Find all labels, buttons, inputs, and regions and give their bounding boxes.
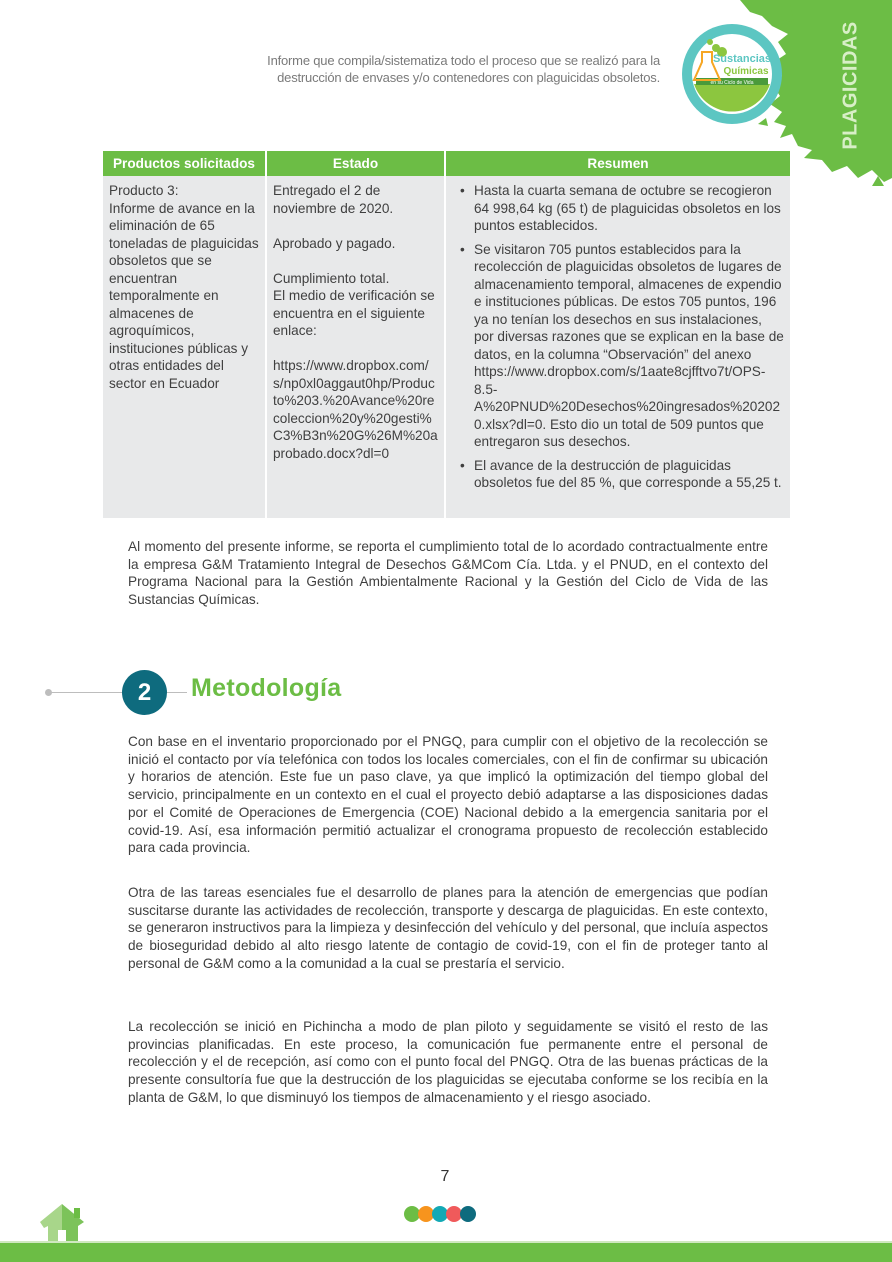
sustancias-quimicas-logo — [680, 22, 784, 126]
estado-aprobado: Aprobado y pagado. — [273, 235, 396, 251]
color-dots — [404, 1206, 474, 1222]
products-table — [103, 151, 790, 518]
heading-line-right — [167, 692, 187, 693]
methodology-paragraph-1: Con base en el inventario proporcionado por el PNGQ, para cumplir con el objetivo de la recolección se inició el contacto por vía telefónica con todos los locales comerciales, con el fin de confirmar su ubicación y horarios de atención. Este fue un paso clave, ya que implicó la optimización del tiempo global del servicio, principalmente en un contexto en el cual el proyecto debió adaptarse a las disposiciones dadas por el Comité de Operaciones de Emergencia (COE) Nacional debido a la emergencia sanitaria por el covid-19. Así, esa información permitió actualizar el cronograma propuesto de recolección establecido para cada provincia. — [128, 734, 768, 856]
document-header — [240, 52, 660, 86]
section-title: Metodología — [191, 674, 342, 702]
section-heading — [45, 668, 445, 718]
methodology-paragraph-3: La recolección se inició en Pichincha a modo de plan piloto y seguidamente se visitó el resto de las provincias planificadas. En este proceso, la comunicación fue permanente entre el personal de recolección y el de recepción, así como con el punto focal del PNGQ. Otra de las buenas prácticas de la presente consultoría fue que la destrucción de los plaguicidas se ejecutaba conforme se los recibía en la planta de G&M, lo que disminuyó los tiempos de almacenamiento y el riesgo asociado. — [128, 1019, 768, 1105]
logo-subtitle: Químicas — [723, 66, 769, 77]
cell-resumen — [445, 176, 790, 518]
methodology-paragraph-2: Otra de las tareas esenciales fue el desarrollo de planes para la atención de emergencias que podían suscitarse durante las actividades de recolección, transporte y descarga de plaguicidas. En este contexto, se generaron instructivos para la limpieza y desinfección del vehículo y del personal, que incluía aspectos de bioseguridad debido al alto riesgo latente de contagio de covid-19, con el fin de proteger tanto al personal de G&M como a la comunidad a la cual se prestaría el servicio. — [128, 885, 768, 971]
side-section-label — [836, 20, 866, 150]
cell-estado — [266, 176, 445, 518]
resumen-list — [452, 182, 784, 492]
resumen-item: • Hasta la cuarta semana de octubre se recogieron 64 998,64 kg (65 t) de plaguicidas obsoletos en los puntos establecidos. — [474, 182, 784, 235]
section-number-badge: 2 — [122, 670, 167, 715]
heading-line — [49, 692, 129, 693]
header-estado: Estado — [266, 151, 445, 176]
page-number: 7 — [440, 1168, 450, 1185]
estado-link[interactable]: https://www.dropbox.com/s/np0xl0aggaut0hp/Producto%203.%20Avance%20recoleccion%20y%20gesti%C3%B3n%20G%26M%20aprobado.docx?dl=0 — [273, 358, 438, 461]
estado-cumplimiento: Cumplimiento total. — [273, 270, 390, 286]
cell-producto: Producto 3: Informe de avance en la eliminación de 65 toneladas de plaguicidas obsoletos que se encuentran temporalmente en almacenes de agroquímicos, instituciones públicas y otras entidades del sector en Ecuador — [103, 176, 266, 518]
header-line-2: destrucción de envases y/o contenedores con plaguicidas obsoletos. — [277, 70, 660, 85]
resumen-item: • Se visitaron 705 puntos establecidos para la recolección de plaguicidas obsoletos de lugares de almacenamiento temporal, almacenes de expendio e instituciones públicas. De estos 705 puntos, 196 ya no tenían los desechos en sus instalaciones, por diversas razones que se explican en la base de datos, en la columna “Observación” del anexo https://www.dropbox.com/s/1aate8cjfftvo7t/OPS-8.5-A%20PNUD%20Desechos%20ingresados%202020.xlsx?dl=0. Esto dio un total de 509 puntos que entregaron sus desechos. — [474, 241, 784, 451]
side-label-text: PLAGICIDAS — [839, 20, 862, 150]
header-line-1: Informe que compila/sistematiza todo el proceso que se realizó para la — [267, 53, 660, 68]
table-header-row — [103, 151, 790, 176]
estado-entregado: Entregado el 2 de noviembre de 2020. — [273, 183, 394, 216]
logo-title: Sustancias — [712, 53, 772, 65]
estado-verificacion: El medio de verificación se encuentra en el siguiente enlace: — [273, 288, 435, 338]
header-resumen: Resumen — [445, 151, 790, 176]
footer-bar — [0, 1243, 892, 1262]
home-icon[interactable] — [38, 1204, 90, 1244]
header-productos: Productos solicitados — [103, 151, 266, 176]
logo-tagline: en su Ciclo de Vida — [710, 80, 754, 86]
table-row — [103, 176, 790, 518]
resumen-item: • El avance de la destrucción de plaguicidas obsoletos fue del 85 %, que corresponde a 55,25 t. — [474, 457, 784, 492]
intro-paragraph: Al momento del presente informe, se reporta el cumplimiento total de lo acordado contractualmente entre la empresa G&M Tratamiento Integral de Desechos G&MCom Cía. Ltda. y el PNUD, en el contexto del Programa Nacional para la Gestión Ambientalmente Racional y la Gestión del Ciclo de Vida de las Sustancias Químicas. — [128, 539, 768, 608]
dot-teal — [460, 1206, 476, 1222]
